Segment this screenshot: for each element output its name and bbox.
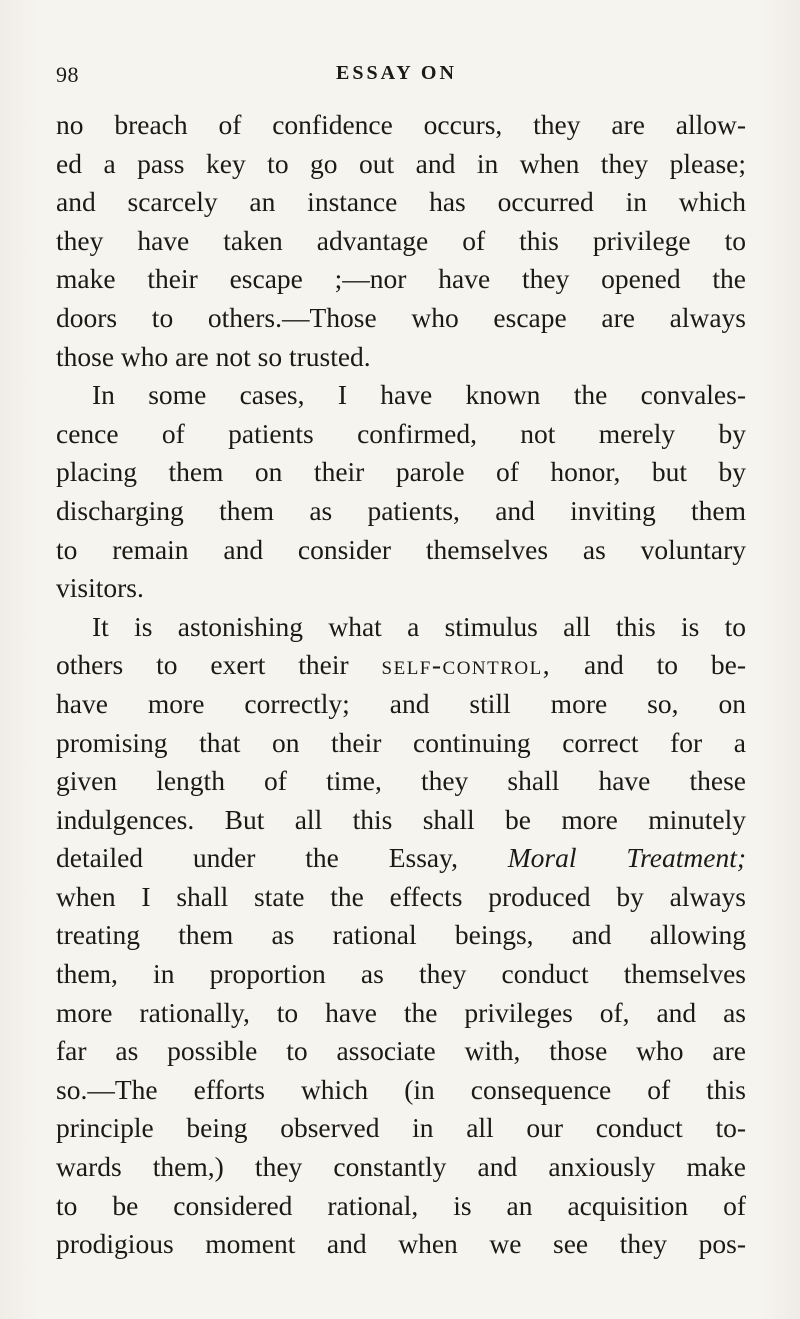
text-line [56, 839, 746, 878]
text-line: discharging them as patients, and inviting them [56, 494, 746, 526]
text-line: more rationally, to have the privileges of, and as [56, 996, 746, 1028]
text-segment: and to be- [551, 649, 746, 681]
text-line: given length of time, they shall have these [56, 765, 746, 797]
text-line: prodigious moment and when we see they pos- [56, 1228, 746, 1260]
text-line: they have taken advantage of this privilege to [56, 224, 746, 256]
text-line: to remain and consider themselves as voluntary [56, 533, 746, 565]
text-line: principle being observed in all our conduct to- [56, 1112, 746, 1144]
text-line: ed a pass key to go out and in when they please; [56, 147, 746, 179]
text-line: placing them on their parole of honor, but by [56, 456, 746, 488]
text-line: have more correctly; and still more so, on [56, 687, 746, 719]
text-line: those who are not so trusted. [56, 340, 371, 372]
text-line: and scarcely an instance has occurred in which [56, 186, 746, 218]
text-line: make their escape ;—nor have they opened the [56, 263, 746, 295]
text-line: them, in proportion as they conduct themselves [56, 958, 746, 990]
text-line [56, 646, 746, 685]
text-line: doors to others.—Those who escape are always [56, 301, 746, 333]
body-text [56, 106, 746, 1264]
running-head [56, 62, 746, 92]
text-line: In some cases, I have known the convales- [92, 379, 746, 411]
text-segment: detailed under the Essay, [56, 842, 508, 874]
text-line: when I shall state the effects produced by always [56, 880, 746, 912]
text-line: so.—The efforts which (in consequence of this [56, 1073, 746, 1105]
text-line: treating them as rational beings, and allowing [56, 919, 746, 951]
text-line: far as possible to associate with, those who are [56, 1035, 746, 1067]
text-line: to be considered rational, is an acquisition of [56, 1189, 746, 1221]
text-line: visitors. [56, 572, 144, 604]
small-caps-term: self-control, [381, 649, 552, 681]
text-segment: others to exert their [56, 649, 382, 681]
text-line: promising that on their continuing correct for a [56, 726, 746, 758]
text-line: no breach of confidence occurs, they are allow- [56, 109, 746, 140]
text-line: cence of patients confirmed, not merely by [56, 417, 746, 449]
text-line: indulgences. But all this shall be more minutely [56, 803, 746, 835]
italic-title: Moral Treatment; [507, 842, 746, 874]
page-number: 98 [56, 62, 79, 87]
running-head-title: ESSAY ON [336, 62, 457, 84]
text-line: It is astonishing what a stimulus all this is to [92, 610, 746, 642]
text-line: wards them,) they constantly and anxiously make [56, 1151, 746, 1183]
